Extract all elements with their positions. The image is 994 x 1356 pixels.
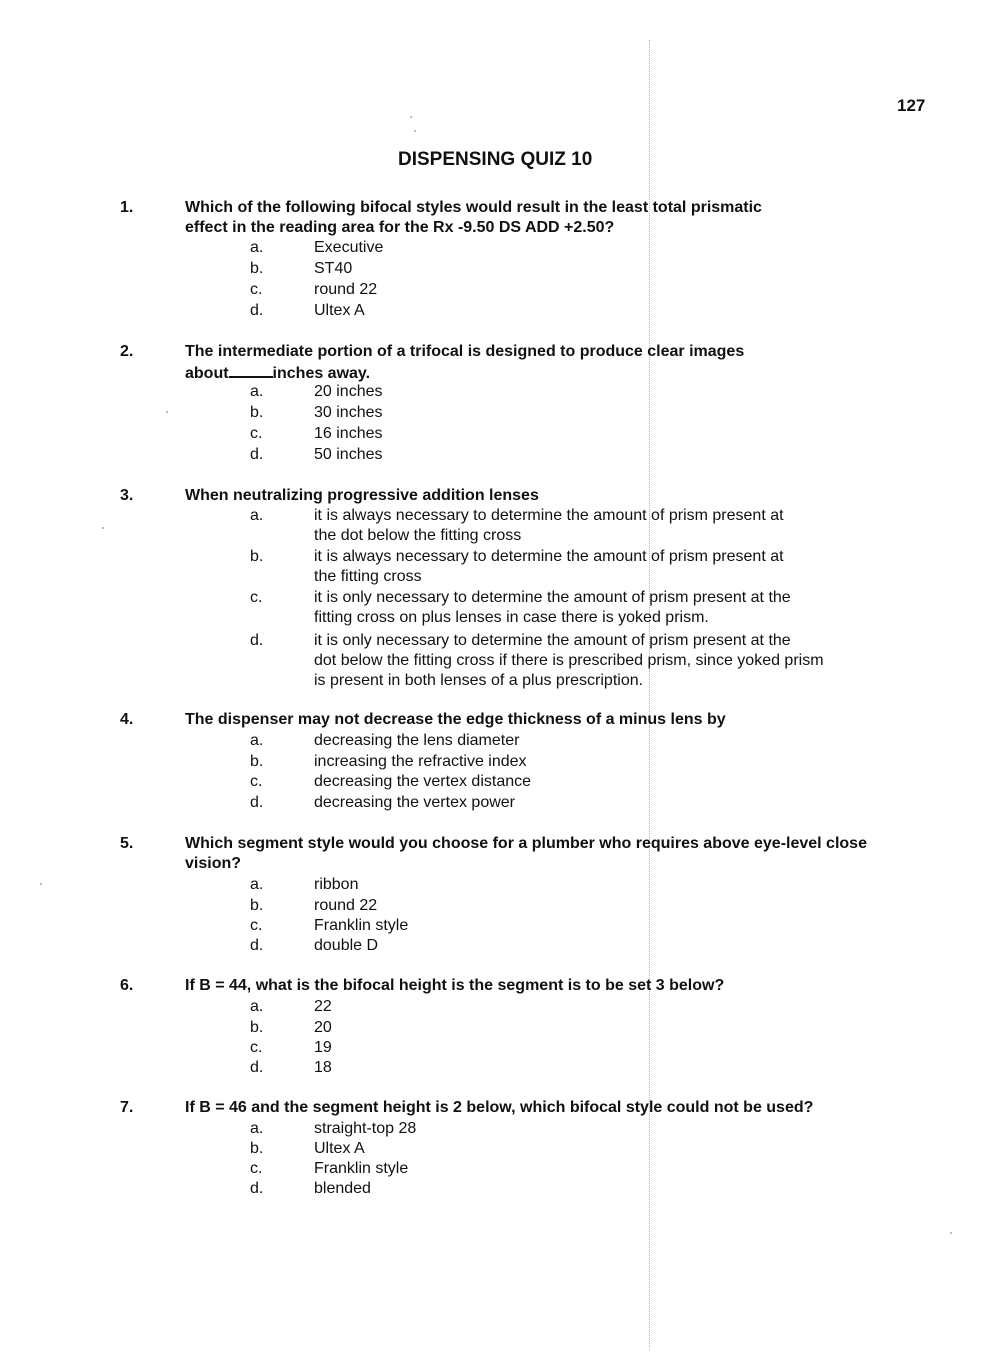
option-line: the fitting cross [314,568,422,585]
option-text: ribbon [314,876,359,893]
option-text: Franklin style [314,917,409,934]
option-text: Executive [314,239,384,256]
question-line: vision? [185,855,242,872]
option-text: 22 [314,998,332,1015]
question-text [185,342,895,384]
question-line: effect in the reading area for the Rx -9.50 DS ADD +2.50? [185,219,615,236]
option-letter: b. [250,260,264,277]
question-number: 3. [120,487,134,504]
option-text: 19 [314,1039,332,1056]
question-text [185,710,895,730]
question-number: 5. [120,835,134,852]
option-letter: d. [250,302,264,319]
scan-speck [166,411,168,413]
page-title: DISPENSING QUIZ 10 [398,149,593,170]
option-text [314,631,884,691]
option-text [314,547,884,587]
option-text: blended [314,1180,371,1197]
option-line: fitting cross on plus lenses in case there is yoked prism. [314,609,709,626]
question-line: The dispenser may not decrease the edge thickness of a minus lens by [185,711,726,728]
option-text [314,588,884,628]
option-text: increasing the refractive index [314,753,527,770]
option-letter: b. [250,1019,264,1036]
question-text [185,976,895,996]
option-letter: b. [250,548,264,565]
option-letter: c. [250,773,263,790]
question-line [185,362,895,384]
option-text [314,506,884,546]
scan-speck [414,130,416,132]
option-letter: d. [250,632,264,649]
option-text: 16 inches [314,425,383,442]
option-text: Ultex A [314,302,365,319]
option-text: decreasing the lens diameter [314,732,520,749]
option-text: 20 inches [314,383,383,400]
option-letter: c. [250,589,263,606]
option-letter: c. [250,281,263,298]
option-text: round 22 [314,281,378,298]
option-text: 20 [314,1019,332,1036]
option-letter: b. [250,753,264,770]
scan-speck [950,1232,952,1234]
option-letter: b. [250,404,264,421]
scan-speck [40,883,42,885]
question-number: 2. [120,343,134,360]
option-text: double D [314,937,379,954]
option-line: dot below the fitting cross if there is prescribed prism, since yoked prism [314,652,824,669]
option-letter: c. [250,1160,263,1177]
question-line: If B = 46 and the segment height is 2 below, which bifocal style could not be used? [185,1099,814,1116]
scan-speck [102,527,104,529]
option-line: it is only necessary to determine the amount of prism present at the [314,632,791,649]
question-text [185,834,895,874]
option-letter: b. [250,1140,264,1157]
option-letter: a. [250,507,264,524]
question-line: When neutralizing progressive addition lenses [185,487,539,504]
option-line: it is only necessary to determine the amount of prism present at the [314,589,791,606]
option-letter: d. [250,794,264,811]
question-number: 1. [120,199,134,216]
option-text: decreasing the vertex distance [314,773,532,790]
option-text: 50 inches [314,446,383,463]
option-letter: c. [250,917,263,934]
option-letter: c. [250,1039,263,1056]
option-letter: a. [250,876,264,893]
option-letter: a. [250,239,264,256]
option-text: round 22 [314,897,378,914]
question-text [185,198,895,238]
option-line: it is always necessary to determine the amount of prism present at [314,548,784,565]
option-text: Ultex A [314,1140,365,1157]
question-number: 6. [120,977,134,994]
question-text [185,486,895,506]
page-number: 127 [897,96,926,115]
option-text: decreasing the vertex power [314,794,515,811]
option-text: Franklin style [314,1160,409,1177]
option-letter: a. [250,998,264,1015]
option-text: ST40 [314,260,353,277]
option-letter: a. [250,1120,264,1137]
option-letter: d. [250,1059,264,1076]
option-text: straight-top 28 [314,1120,417,1137]
option-letter: c. [250,425,263,442]
question-line-start: about [185,365,229,382]
question-line-end: inches away. [272,365,371,382]
question-text [185,1098,895,1118]
option-line: it is always necessary to determine the amount of prism present at [314,507,784,524]
option-line: the dot below the fitting cross [314,527,522,544]
option-letter: a. [250,383,264,400]
question-number: 7. [120,1099,134,1116]
question-number: 4. [120,711,134,728]
option-text: 30 inches [314,404,383,421]
option-letter: d. [250,937,264,954]
question-line: If B = 44, what is the bifocal height is the segment is to be set 3 below? [185,977,725,994]
option-letter: d. [250,1180,264,1197]
scan-speck [410,116,412,118]
question-line: The intermediate portion of a trifocal is designed to produce clear images [185,343,745,360]
option-line: is present in both lenses of a plus prescription. [314,672,644,689]
option-text: 18 [314,1059,332,1076]
option-letter: a. [250,732,264,749]
question-line: Which segment style would you choose for a plumber who requires above eye-level close [185,835,867,852]
option-letter: b. [250,897,264,914]
answer-blank [229,362,273,378]
option-letter: d. [250,446,264,463]
question-line: Which of the following bifocal styles would result in the least total prismatic [185,199,762,216]
